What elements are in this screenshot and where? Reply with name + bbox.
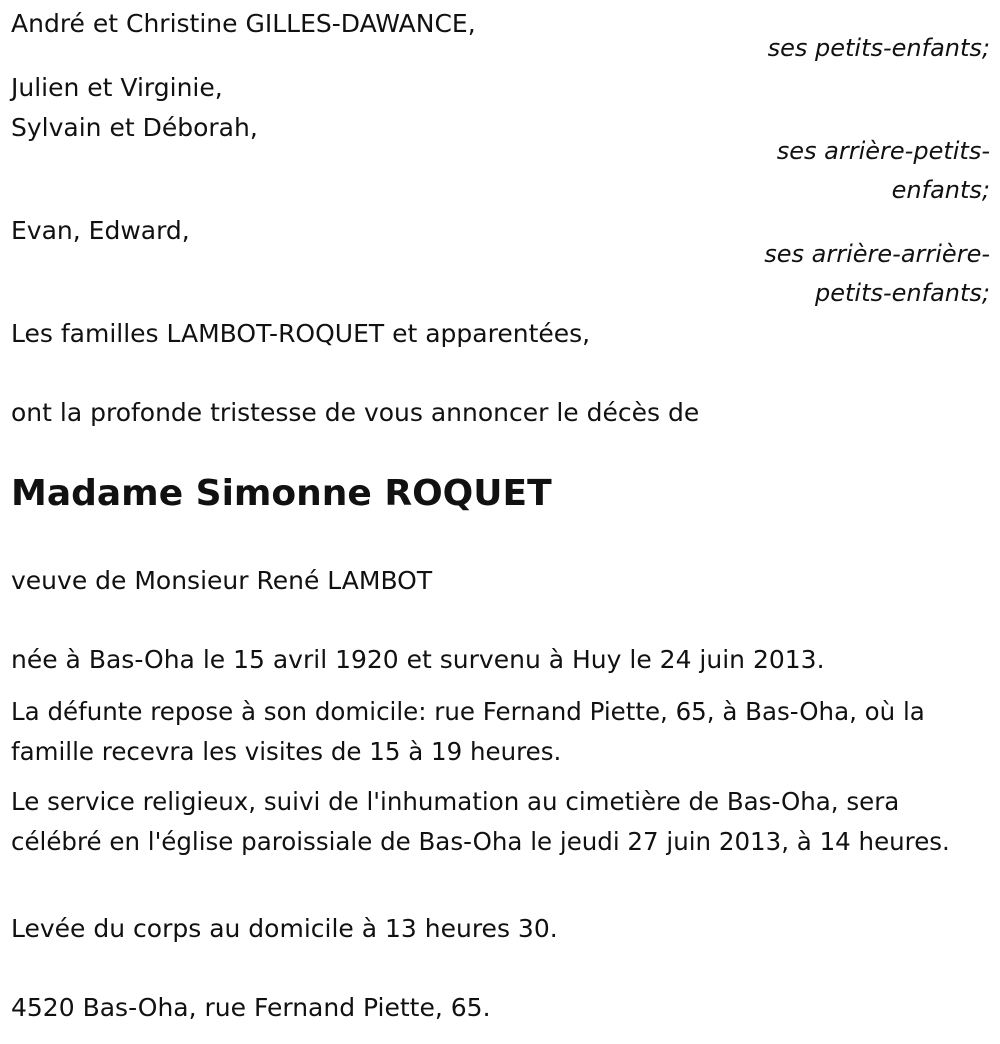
service-paragraph: Le service religieux, suivi de l'inhumation au cimetière de Bas-Oha, sera célébré en l'église paroissiale de Bas-Oha le jeudi 27 juin 2013, à 14 heures. xyxy=(11,787,950,856)
family-great-grandchildren-role-line-1: ses arrière-arrière- xyxy=(764,240,990,268)
family-children-line: André et Christine GILLES-DAWANCE, xyxy=(11,9,476,38)
levee-line: Levée du corps au domicile à 13 heures 30. xyxy=(11,914,558,943)
family-great-grandchildren-role-line-2: petits-enfants; xyxy=(815,279,990,307)
repose-paragraph: La défunte repose à son domicile: rue Fernand Piette, 65, à Bas-Oha, où la famille recevra les visites de 15 à 19 heures. xyxy=(11,697,925,766)
announcement-intro: ont la profonde tristesse de vous annoncer le décès de xyxy=(11,398,700,427)
address-line: 4520 Bas-Oha, rue Fernand Piette, 65. xyxy=(11,993,491,1022)
family-grandchildren-line-2: Sylvain et Déborah, xyxy=(11,113,258,142)
family-related-line: Les familles LAMBOT-ROQUET et apparentées, xyxy=(11,319,591,348)
family-grandchildren-role-line-2: enfants; xyxy=(891,176,990,204)
family-great-grandchildren-line: Evan, Edward, xyxy=(11,216,190,245)
family-children-role: ses petits-enfants; xyxy=(767,34,990,62)
family-grandchildren-role-line-1: ses arrière-petits- xyxy=(776,137,990,165)
spouse-line: veuve de Monsieur René LAMBOT xyxy=(11,566,433,595)
family-grandchildren-line-1: Julien et Virginie, xyxy=(11,73,223,102)
birth-death-line: née à Bas-Oha le 15 avril 1920 et survenu à Huy le 24 juin 2013. xyxy=(11,645,825,674)
deceased-name: Madame Simonne ROQUET xyxy=(11,473,552,514)
